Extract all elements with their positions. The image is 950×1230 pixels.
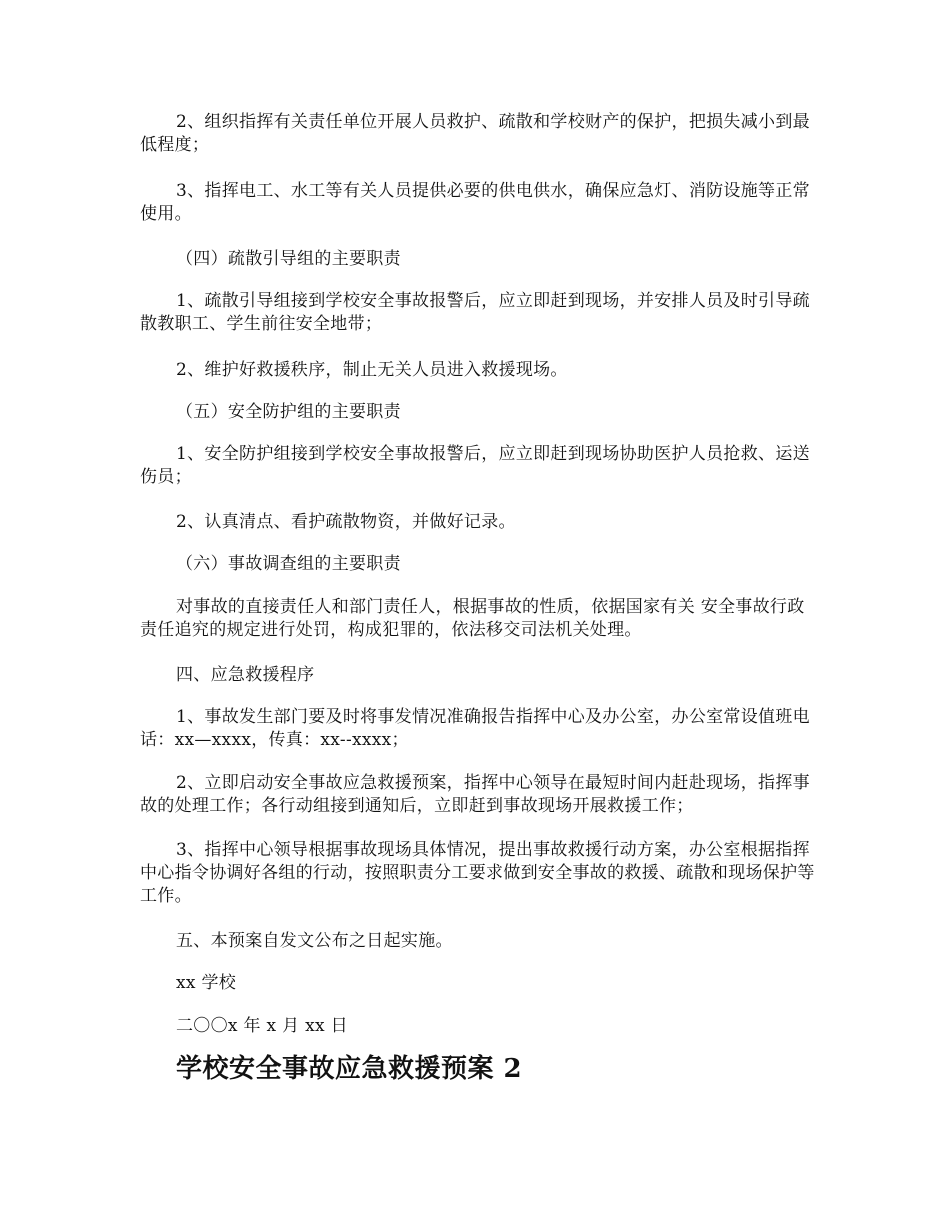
paragraph-rescue-organize: 2、组织指挥有关责任单位开展人员救护、疏散和学校财产的保护，把损失减小到最低程度； [140, 112, 810, 155]
paragraph-power-water: 3、指挥电工、水工等有关人员提供必要的供电供水，确保应急灯、消防设施等正常使用。 [140, 181, 810, 224]
section-heading-procedure: 四、应急救援程序 [176, 665, 315, 685]
paragraph-maintain-order: 2、维护好救援秩序，制止无关人员进入救援现场。 [176, 360, 568, 380]
section-heading-evacuation-group: （四）疏散引导组的主要职责 [176, 249, 401, 269]
section-heading-safety-group: （五）安全防护组的主要职责 [176, 402, 401, 422]
next-document-title: 学校安全事故应急救援预案 2 [176, 1054, 523, 1084]
paragraph-activate-plan: 2、立即启动安全事故应急救援预案，指挥中心领导在最短时间内赶赴现场，指挥事故的处理工作；各行动组接到通知后，立即赶到事故现场开展救援工作； [140, 773, 810, 816]
paragraph-evacuation-guide: 1、疏散引导组接到学校安全事故报警后，应立即赶到现场，并安排人员及时引导疏散教职工、学生前往安全地带； [140, 291, 810, 334]
paragraph-investigation: 对事故的直接责任人和部门责任人，根据事故的性质，依据国家有关 安全事故行政责任追究的规定进行处罚，构成犯罪的，依法移交司法机关处理。 [140, 597, 805, 640]
paragraph-inventory: 2、认真清点、看护疏散物资，并做好记录。 [176, 512, 516, 532]
signature-school: xx 学校 [176, 973, 237, 993]
paragraph-effective-date: 五、本预案自发文公布之日起实施。 [176, 931, 453, 951]
paragraph-safety-protection: 1、安全防护组接到学校安全事故报警后，应立即赶到现场协助医护人员抢救、运送伤员； [140, 444, 810, 487]
paragraph-report: 1、事故发生部门要及时将事发情况准确报告指挥中心及办公室，办公室常设值班电话：xx—xxxx，传真：xx--xxxx； [140, 707, 810, 750]
section-heading-investigation-group: （六）事故调查组的主要职责 [176, 554, 401, 574]
signature-date: 二〇〇x 年 x 月 xx 日 [176, 1016, 348, 1036]
paragraph-command-plan: 3、指挥中心领导根据事故现场具体情况，提出事故救援行动方案，办公室根据指挥中心指令协调好各组的行动，按照职责分工要求做到安全事故的救援、疏散和现场保护等工作。 [140, 840, 815, 906]
